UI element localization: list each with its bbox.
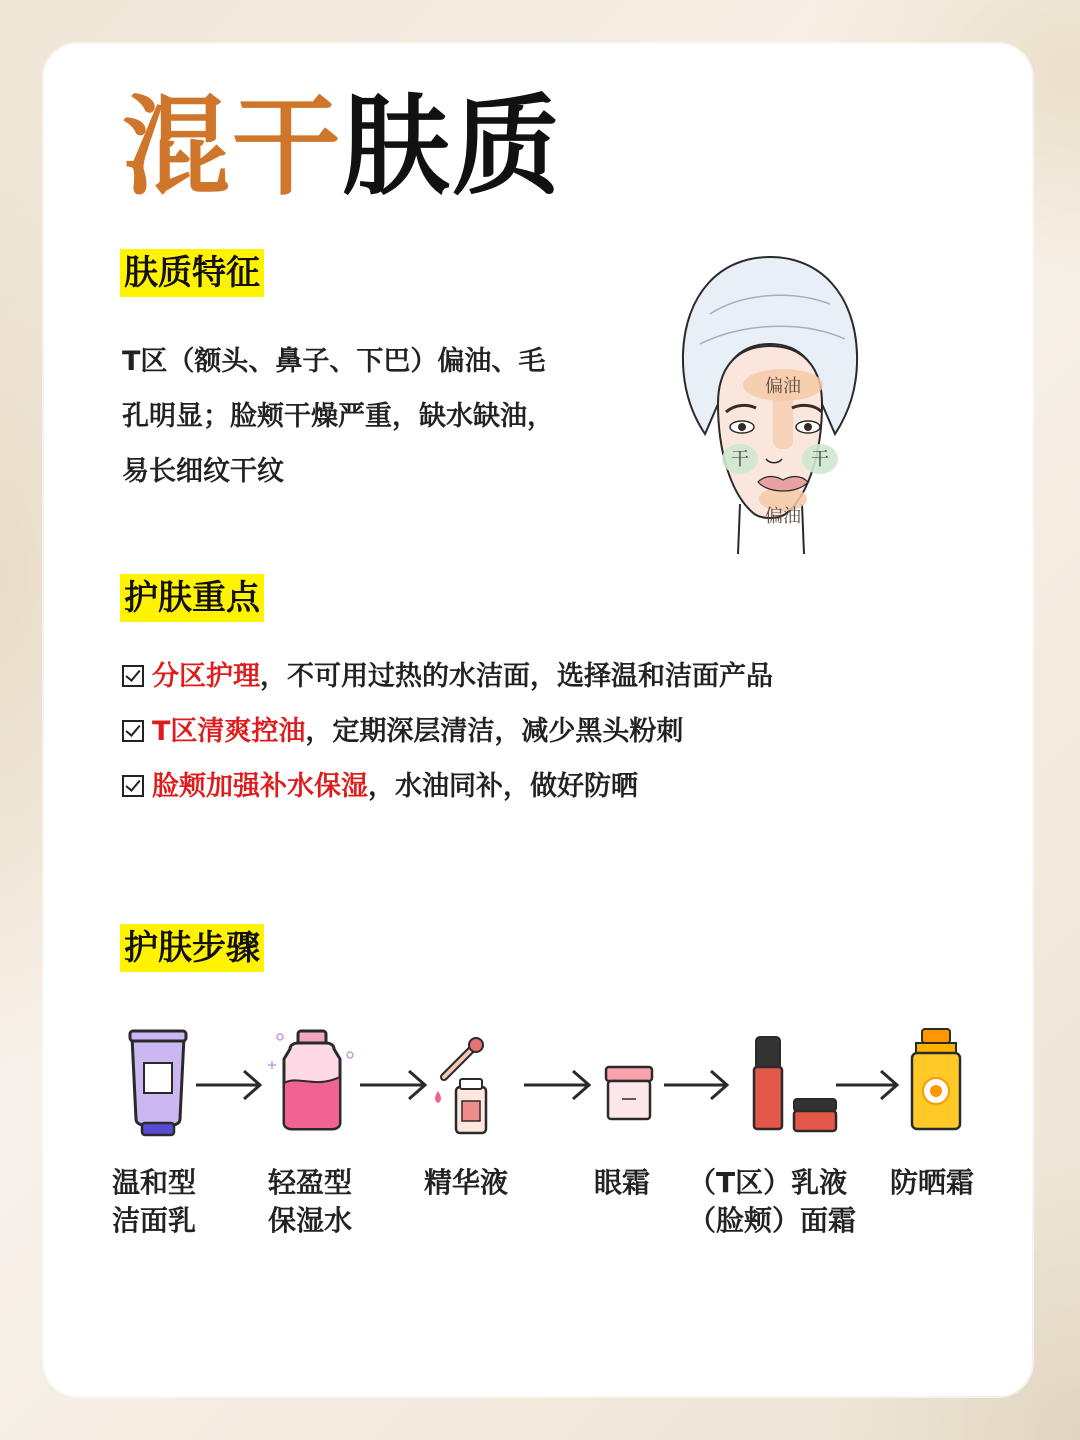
page-title-accent: 混干	[122, 85, 343, 210]
step-label-line: 温和型	[112, 1166, 197, 1199]
step-label-line: 眼霜	[594, 1166, 651, 1199]
arrow-right-icon	[196, 1071, 260, 1099]
step-label-line: 防晒霜	[890, 1166, 975, 1199]
focus-item	[122, 704, 773, 759]
step-label	[688, 1164, 856, 1240]
focus-text: ，定期深层清洁，减少黑头粉刺	[305, 716, 684, 747]
checkbox-icon	[122, 720, 144, 742]
page-title-main: 肤质	[342, 85, 563, 210]
step-label	[890, 1164, 974, 1202]
focus-item	[122, 759, 773, 814]
features-line: T区（额头、鼻子、下巴）偏油、毛	[122, 346, 546, 377]
focus-text: ，水油同补，做好防晒	[368, 771, 638, 802]
focus-highlight: 分区护理	[152, 661, 260, 692]
arrow-right-icon	[524, 1071, 589, 1099]
section-label-features: 肤质特征	[120, 249, 264, 297]
page-title	[122, 85, 563, 210]
features-description	[122, 334, 642, 499]
focus-highlight: 脸颊加强补水保湿	[152, 771, 368, 802]
focus-list	[122, 649, 773, 814]
arrow-right-icon	[664, 1071, 727, 1099]
focus-text: ，不可用过热的水洁面，选择温和洁面产品	[260, 661, 773, 692]
step-label	[594, 1164, 650, 1202]
cleanser-tube-icon	[130, 1031, 186, 1135]
face-label-right-cheek: 干	[811, 449, 829, 470]
step-label-line: （T区）乳液	[688, 1166, 848, 1199]
step-label	[112, 1164, 196, 1240]
features-line: 易长细纹干纹	[122, 456, 284, 487]
step-label-line: 精华液	[424, 1166, 509, 1199]
step-label	[424, 1164, 508, 1202]
checkbox-icon	[122, 665, 144, 687]
face-label-left-cheek: 干	[731, 449, 749, 470]
step-label-line: 洁面乳	[112, 1204, 197, 1237]
face-label-chin: 偏油	[765, 506, 801, 527]
lotion-and-cream-icon	[754, 1037, 836, 1131]
step-label	[268, 1164, 352, 1240]
focus-item	[122, 649, 773, 704]
face-illustration	[680, 254, 860, 554]
features-line: 孔明显；脸颊干燥严重，缺水缺油，	[122, 401, 554, 432]
face-label-forehead: 偏油	[765, 376, 801, 397]
eye-cream-jar-icon	[606, 1067, 652, 1119]
step-label-line: 轻盈型	[268, 1166, 353, 1199]
step-label-line: （脸颊）面霜	[688, 1204, 857, 1237]
step-label-line: 保湿水	[268, 1204, 353, 1237]
content-card	[44, 44, 1032, 1396]
focus-highlight: T区清爽控油	[152, 716, 306, 747]
section-label-focus: 护肤重点	[120, 574, 264, 622]
checkbox-icon	[122, 775, 144, 797]
toner-bottle-icon	[268, 1031, 353, 1129]
section-label-steps: 护肤步骤	[120, 924, 264, 972]
arrow-right-icon	[836, 1071, 897, 1099]
steps-icon-row	[44, 1019, 1032, 1149]
serum-dropper-icon	[435, 1038, 486, 1133]
sunscreen-bottle-icon	[912, 1029, 960, 1129]
arrow-right-icon	[360, 1071, 425, 1099]
